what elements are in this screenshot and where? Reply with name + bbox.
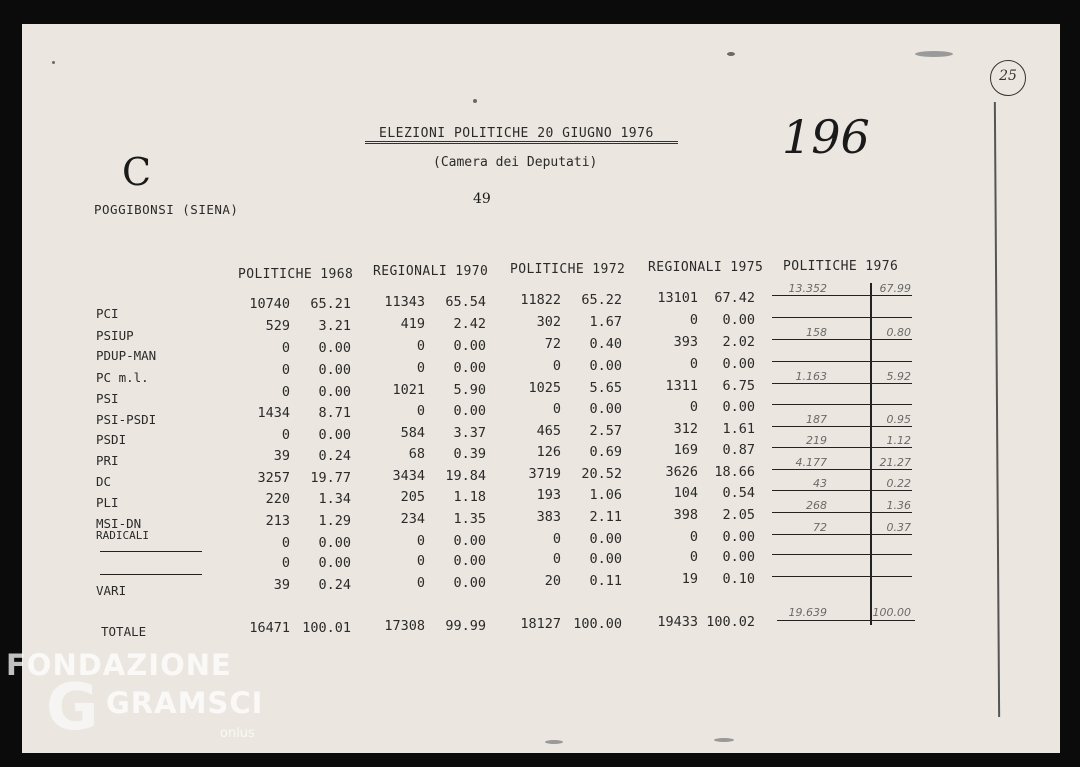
vote-percent: 0.11 (589, 573, 622, 589)
vote-percent-1976: 67.99 (879, 282, 911, 295)
vote-count: 0 (416, 403, 425, 419)
vote-percent: 0.24 (318, 448, 351, 464)
place-label: POGGIBONSI (SIENA) (94, 202, 239, 217)
party-label: PSI (96, 391, 119, 406)
vote-percent: 1.29 (318, 513, 351, 529)
vote-percent: 2.11 (589, 509, 622, 525)
party-label: PSDI (96, 432, 127, 447)
row-rule-1976 (772, 317, 912, 318)
vote-count: 3626 (665, 464, 698, 480)
handwritten-letter: C (122, 150, 152, 194)
vote-percent: 0.00 (722, 312, 755, 328)
vote-count: 0 (416, 553, 425, 569)
vote-count: 302 (536, 314, 561, 330)
vote-percent: 65.22 (581, 292, 622, 308)
vote-count: 0 (281, 340, 290, 356)
vote-percent: 0.00 (318, 427, 351, 443)
vote-percent-1976: 21.27 (879, 456, 911, 469)
column-header-1976: POLITICHE 1976 (783, 259, 899, 274)
vote-count: 205 (400, 489, 425, 505)
vote-count: 3719 (528, 466, 561, 482)
party-label: RADICALI (96, 529, 149, 542)
vote-percent: 0.10 (722, 571, 755, 587)
party-label: PCI (96, 306, 119, 321)
party-label: PSI-PSDI (96, 412, 157, 427)
stamp-number: 25 (999, 68, 1017, 84)
vote-count: 584 (400, 425, 425, 441)
vote-count: 3434 (392, 468, 425, 484)
total-count: 16471 (249, 620, 290, 636)
vote-count: 529 (265, 318, 290, 334)
vote-count: 1025 (528, 380, 561, 396)
party-label: PC m.l. (96, 370, 149, 385)
vote-count: 72 (544, 336, 561, 352)
paper-speck (545, 740, 563, 744)
row-rule-1976 (772, 512, 912, 513)
vote-percent: 0.87 (722, 442, 755, 458)
party-label: PRI (96, 453, 119, 468)
watermark-line1: FONDAZIONE (6, 648, 232, 682)
column-header-1968: POLITICHE 1968 (238, 267, 354, 282)
vote-count: 220 (265, 491, 290, 507)
vote-percent: 65.21 (310, 296, 351, 312)
vote-count: 0 (552, 531, 561, 547)
vote-percent: 19.84 (445, 468, 486, 484)
vote-percent: 0.00 (722, 549, 755, 565)
total-count: 19433 (657, 614, 698, 630)
column-header-1975: REGIONALI 1975 (648, 260, 764, 275)
vote-count-1976: 187 (806, 413, 827, 426)
total-percent: 100.01 (302, 620, 351, 636)
vote-count: 0 (689, 549, 698, 565)
total-percent: 100.00 (573, 616, 622, 632)
vote-count: 0 (689, 356, 698, 372)
party-label: VARI (96, 583, 127, 598)
row-rule-1976 (772, 576, 912, 577)
vote-percent: 2.57 (589, 423, 622, 439)
vote-percent: 0.00 (318, 555, 351, 571)
watermark-line3: onlus (220, 726, 255, 741)
vote-count: 0 (416, 533, 425, 549)
vote-percent: 1.35 (453, 511, 486, 527)
vote-count: 68 (408, 446, 425, 462)
total-percent: 99.99 (445, 618, 486, 634)
handwritten-page-number: 196 (782, 110, 870, 164)
vote-percent-1976: 1.12 (886, 434, 911, 447)
total-percent: 100.02 (706, 614, 755, 630)
vote-percent: 1.06 (589, 487, 622, 503)
vote-percent: 2.05 (722, 507, 755, 523)
vote-count: 0 (689, 399, 698, 415)
vote-percent: 0.00 (318, 362, 351, 378)
vote-count: 0 (552, 358, 561, 374)
vote-count: 419 (400, 316, 425, 332)
vote-count-1976: 1.163 (795, 370, 827, 383)
column-1976-divider (870, 283, 872, 625)
vote-count: 39 (273, 448, 290, 464)
vote-percent: 0.00 (453, 533, 486, 549)
vote-count: 104 (673, 485, 698, 501)
vote-percent: 8.71 (318, 405, 351, 421)
document-subtitle: (Camera dei Deputati) (433, 155, 598, 170)
vote-percent: 0.00 (453, 360, 486, 376)
paper-speck (915, 51, 953, 57)
vote-count: 11343 (384, 294, 425, 310)
vote-count: 398 (673, 507, 698, 523)
paper-speck (727, 52, 735, 56)
vote-percent-1976: 1.36 (886, 499, 911, 512)
total-percent-1976: 100.00 (872, 606, 911, 619)
total-count-1976: 19.639 (788, 606, 827, 619)
paper-speck (473, 99, 477, 103)
vote-count: 13101 (657, 290, 698, 306)
vote-count: 465 (536, 423, 561, 439)
vote-percent: 6.75 (722, 378, 755, 394)
vote-percent: 5.65 (589, 380, 622, 396)
vote-percent: 18.66 (714, 464, 755, 480)
vote-count: 0 (281, 362, 290, 378)
vote-percent-1976: 0.80 (886, 326, 911, 339)
vote-percent: 0.69 (589, 444, 622, 460)
document-page (6, 24, 1060, 753)
vote-percent: 3.37 (453, 425, 486, 441)
vote-count: 0 (416, 575, 425, 591)
vote-percent: 0.00 (722, 356, 755, 372)
vote-percent: 0.40 (589, 336, 622, 352)
vote-percent: 0.24 (318, 577, 351, 593)
column-header-1972: POLITICHE 1972 (510, 262, 626, 277)
row-rule-1976 (772, 534, 912, 535)
vote-count: 3257 (257, 470, 290, 486)
vote-percent: 0.00 (318, 384, 351, 400)
blank-party-line (100, 551, 202, 552)
paper-speck (714, 738, 734, 742)
party-label: PDUP-MAN (96, 348, 157, 363)
row-rule-1976 (772, 490, 912, 491)
row-rule-1976 (772, 295, 912, 296)
vote-percent-1976: 0.37 (886, 521, 911, 534)
vote-percent: 1.61 (722, 421, 755, 437)
vote-count: 0 (416, 338, 425, 354)
vote-percent: 19.77 (310, 470, 351, 486)
vote-count: 126 (536, 444, 561, 460)
margin-line (994, 102, 1000, 717)
vote-count: 10740 (249, 296, 290, 312)
vote-count: 213 (265, 513, 290, 529)
vote-count-1976: 72 (813, 521, 827, 534)
vote-percent: 65.54 (445, 294, 486, 310)
vote-percent: 2.02 (722, 334, 755, 350)
vote-count-1976: 43 (813, 477, 827, 490)
row-rule-1976 (772, 426, 912, 427)
vote-percent: 20.52 (581, 466, 622, 482)
vote-percent: 0.54 (722, 485, 755, 501)
vote-percent: 0.00 (589, 401, 622, 417)
vote-count-1976: 219 (806, 434, 827, 447)
vote-percent-1976: 0.95 (886, 413, 911, 426)
vote-percent: 1.67 (589, 314, 622, 330)
watermark-logo-g: G (46, 671, 99, 745)
party-label: PLI (96, 495, 119, 510)
vote-percent: 0.00 (453, 338, 486, 354)
vote-percent: 0.00 (589, 358, 622, 374)
vote-percent: 0.00 (318, 340, 351, 356)
watermark-line2: GRAMSCI (106, 686, 264, 720)
vote-count: 0 (416, 360, 425, 376)
vote-count: 0 (281, 384, 290, 400)
vote-count: 383 (536, 509, 561, 525)
vote-count: 11822 (520, 292, 561, 308)
paper-speck (52, 61, 55, 64)
vote-percent-1976: 5.92 (886, 370, 911, 383)
archive-stamp (990, 60, 1026, 96)
vote-count: 0 (552, 551, 561, 567)
vote-percent: 0.00 (722, 399, 755, 415)
vote-percent: 0.00 (589, 531, 622, 547)
vote-count-1976: 158 (806, 326, 827, 339)
vote-count-1976: 4.177 (795, 456, 827, 469)
vote-count: 20 (544, 573, 561, 589)
vote-count: 1434 (257, 405, 290, 421)
vote-percent: 0.00 (589, 551, 622, 567)
vote-count: 0 (689, 312, 698, 328)
vote-percent: 5.90 (453, 382, 486, 398)
vote-count: 0 (281, 535, 290, 551)
vote-count: 393 (673, 334, 698, 350)
vote-count-1976: 268 (806, 499, 827, 512)
total-label: TOTALE (101, 624, 147, 639)
vote-percent: 0.00 (722, 529, 755, 545)
party-label: PSIUP (96, 328, 134, 343)
row-rule-1976 (772, 383, 912, 384)
row-rule-1976 (772, 404, 912, 405)
vote-count: 19 (681, 571, 698, 587)
vote-count: 0 (281, 555, 290, 571)
vote-count: 1311 (665, 378, 698, 394)
party-label: MSI-DN (96, 516, 142, 531)
vote-percent: 1.34 (318, 491, 351, 507)
vote-percent: 0.00 (453, 575, 486, 591)
total-rule-1976 (777, 620, 915, 621)
vote-percent: 0.00 (453, 403, 486, 419)
handwritten-small-number: 49 (473, 191, 491, 207)
row-rule-1976 (772, 361, 912, 362)
vote-count: 169 (673, 442, 698, 458)
party-label: DC (96, 474, 112, 489)
vote-percent: 1.18 (453, 489, 486, 505)
vote-percent: 0.39 (453, 446, 486, 462)
row-rule-1976 (772, 469, 912, 470)
vote-count: 39 (273, 577, 290, 593)
vote-percent: 0.00 (453, 553, 486, 569)
vote-count: 0 (552, 401, 561, 417)
total-count: 18127 (520, 616, 561, 632)
vote-count: 1021 (392, 382, 425, 398)
total-count: 17308 (384, 618, 425, 634)
vote-count: 312 (673, 421, 698, 437)
blank-party-line (100, 574, 202, 575)
vote-count: 234 (400, 511, 425, 527)
row-rule-1976 (772, 447, 912, 448)
vote-percent: 67.42 (714, 290, 755, 306)
vote-percent: 3.21 (318, 318, 351, 334)
row-rule-1976 (772, 339, 912, 340)
vote-percent-1976: 0.22 (886, 477, 911, 490)
vote-count: 0 (281, 427, 290, 443)
vote-percent: 2.42 (453, 316, 486, 332)
document-title: ELEZIONI POLITICHE 20 GIUGNO 1976 (379, 126, 654, 141)
vote-percent: 0.00 (318, 535, 351, 551)
vote-count: 0 (689, 529, 698, 545)
vote-count-1976: 13.352 (788, 282, 827, 295)
title-underline (365, 141, 678, 144)
row-rule-1976 (772, 554, 912, 555)
column-header-1970: REGIONALI 1970 (373, 264, 489, 279)
vote-count: 193 (536, 487, 561, 503)
